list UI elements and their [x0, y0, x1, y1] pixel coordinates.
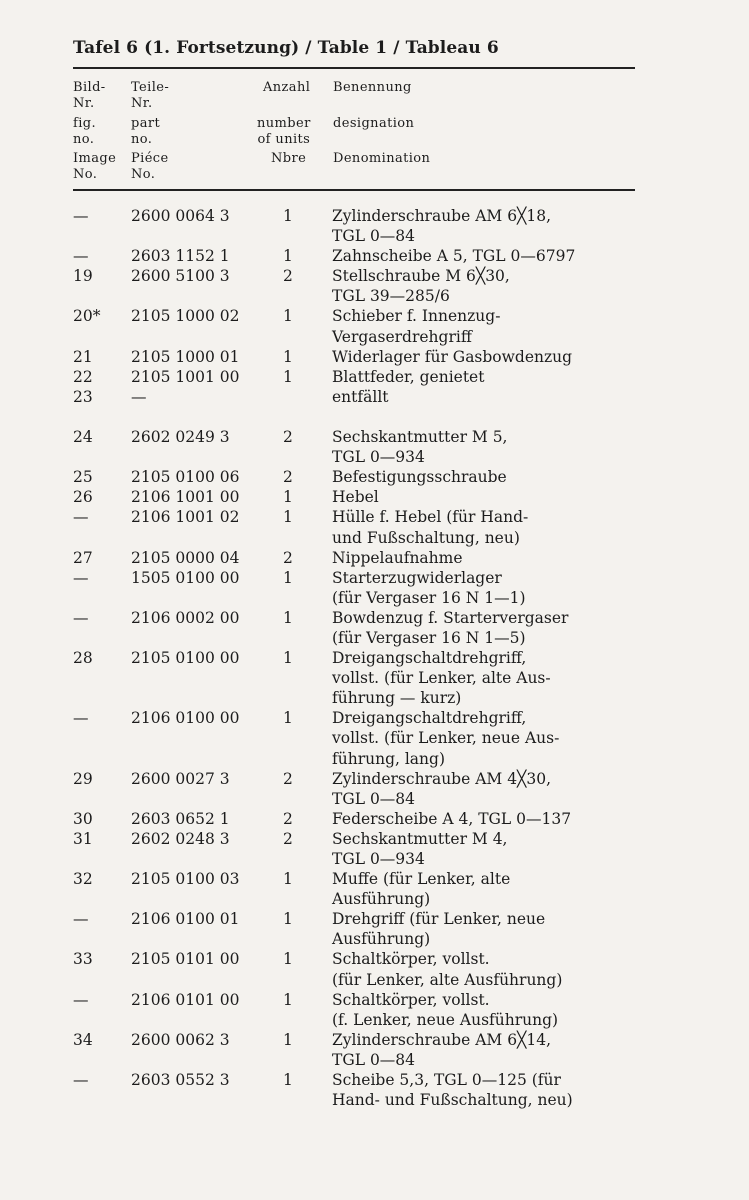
designation: Dreigangschaltdrehgriff, [332, 709, 527, 728]
table-row [0, 869, 749, 889]
table-row [0, 266, 749, 286]
table-row [0, 487, 749, 507]
designation: (für Vergaser 16 N 1—1) [332, 588, 526, 607]
quantity: 1 [283, 367, 293, 386]
table-row [0, 849, 749, 869]
row-spacer [0, 407, 749, 427]
designation: Scheibe 5,3, TGL 0—125 (für [332, 1071, 561, 1090]
header-fig-fr: Image No. [73, 151, 117, 182]
designation: (für Vergaser 16 N 1—5) [332, 628, 526, 647]
quantity: 2 [283, 548, 293, 567]
fig-number: 22 [73, 367, 93, 386]
quantity: 1 [283, 649, 293, 668]
designation: Hand- und Fußschaltung, neu) [332, 1091, 573, 1110]
fig-number: 24 [73, 428, 93, 447]
designation: TGL 0—934 [332, 850, 425, 868]
table-row [0, 789, 749, 809]
designation: vollst. (für Lenker, alte Aus- [332, 669, 551, 688]
designation: führung — kurz) [332, 689, 462, 708]
designation: vollst. (für Lenker, neue Aus- [332, 729, 560, 748]
quantity: 1 [283, 568, 293, 587]
designation: Starterzugwiderlager [332, 568, 502, 587]
table-row [0, 809, 749, 829]
table-row [0, 1090, 749, 1110]
designation: Sechskantmutter M 4, [332, 829, 508, 848]
part-number: 2600 5100 3 [131, 267, 230, 286]
designation: Muffe (für Lenker, alte [332, 870, 511, 889]
header-qty-fr: Nbre [271, 151, 307, 166]
part-number: 2602 0248 3 [131, 829, 230, 848]
fig-number: 25 [73, 468, 93, 487]
page-title: Tafel 6 (1. Fortsetzung) / Table 1 / Tableau 6 [73, 38, 499, 58]
quantity: 1 [283, 910, 293, 929]
quantity: 1 [283, 347, 293, 366]
fig-number: — [73, 508, 89, 527]
fig-number: 27 [73, 548, 93, 567]
quantity: 2 [283, 769, 293, 788]
table-row [0, 568, 749, 588]
part-number: 2105 0100 06 [131, 468, 240, 487]
fig-number: 29 [73, 769, 93, 788]
table-row [0, 708, 749, 728]
designation: Zylinderschraube AM 6╳18, [332, 207, 552, 225]
designation: Zahnscheibe A 5, TGL 0—6797 [332, 247, 576, 266]
table-row [0, 829, 749, 849]
designation: Dreigangschaltdrehgriff, [332, 649, 527, 668]
part-number: 2105 0100 03 [131, 870, 240, 889]
designation: Schieber f. Innenzug- [332, 307, 501, 326]
table-row [0, 427, 749, 447]
fig-number: 28 [73, 649, 93, 668]
designation: Schaltkörper, vollst. [332, 950, 490, 969]
table-row [0, 608, 749, 628]
table-row [0, 769, 749, 789]
header-qty-de: Anzahl [263, 80, 311, 95]
fig-number: 32 [73, 870, 93, 889]
table-row [0, 628, 749, 648]
quantity: 1 [283, 1030, 293, 1049]
part-number: 2106 0100 00 [131, 709, 240, 728]
quantity: 1 [283, 950, 293, 969]
designation: Federscheibe A 4, TGL 0—137 [332, 809, 572, 828]
table-row [0, 548, 749, 568]
header-desc-en: designation [333, 116, 415, 131]
part-number: 2603 0652 1 [131, 809, 230, 828]
part-number: 2602 0249 3 [131, 428, 230, 447]
quantity: 1 [283, 307, 293, 326]
header-desc-fr: Denomination [333, 151, 431, 166]
quantity: 2 [283, 809, 293, 828]
part-number: 2600 0064 3 [131, 207, 230, 225]
designation: Befestigungsschraube [332, 468, 507, 487]
table-row [0, 909, 749, 929]
fig-number: — [73, 207, 89, 225]
table-row [0, 1030, 749, 1050]
designation: TGL 39—285/6 [332, 287, 450, 306]
quantity: 1 [283, 488, 293, 507]
designation: Schaltkörper, vollst. [332, 990, 490, 1009]
table-row [0, 648, 749, 668]
quantity: 1 [283, 608, 293, 627]
table-row [0, 990, 749, 1010]
designation: Widerlager für Gasbowdenzug [332, 347, 573, 366]
designation: und Fußschaltung, neu) [332, 528, 520, 547]
designation: Stellschraube M 6╳30, [332, 267, 510, 286]
part-number: 1505 0100 00 [131, 568, 240, 587]
fig-number: — [73, 247, 89, 266]
table-row [0, 367, 749, 387]
designation: TGL 0—84 [332, 789, 416, 808]
designation: Bowdenzug f. Startervergaser [332, 608, 569, 627]
table-row [0, 528, 749, 548]
quantity: 1 [283, 1071, 293, 1090]
designation: Vergaserdrehgriff [332, 327, 472, 346]
quantity: 1 [283, 870, 293, 889]
part-number: 2106 0101 00 [131, 990, 240, 1009]
table-row [0, 889, 749, 909]
top-rule [73, 67, 635, 69]
fig-number: — [73, 709, 89, 728]
designation: führung, lang) [332, 749, 446, 768]
designation: Nippelaufnahme [332, 548, 463, 567]
part-number: 2105 0100 00 [131, 649, 240, 668]
fig-number: 20* [73, 307, 101, 326]
table-row [0, 327, 749, 347]
parts-list [0, 206, 749, 1110]
table-row [0, 929, 749, 949]
part-number: 2105 1000 01 [131, 347, 240, 366]
designation: Hebel [332, 488, 379, 507]
header-desc-de: Benennung [333, 80, 412, 95]
table-row [0, 970, 749, 990]
table-row [0, 206, 749, 226]
table-row [0, 688, 749, 708]
part-number: 2105 0000 04 [131, 548, 240, 567]
quantity: 1 [283, 508, 293, 527]
designation: Sechskantmutter M 5, [332, 428, 508, 447]
table-row [0, 949, 749, 969]
fig-number: 19 [73, 267, 93, 286]
part-number: 2603 0552 3 [131, 1071, 230, 1090]
designation: (für Lenker, alte Ausführung) [332, 970, 563, 989]
quantity: 1 [283, 990, 293, 1009]
table-row [0, 447, 749, 467]
designation: Zylinderschraube AM 4╳30, [332, 769, 552, 788]
table-row [0, 1070, 749, 1090]
part-number: 2106 0100 01 [131, 910, 240, 929]
table-row [0, 507, 749, 527]
fig-number: 26 [73, 488, 93, 507]
header-fig-de: Bild- Nr. [73, 80, 106, 111]
quantity: 2 [283, 428, 293, 447]
table-row [0, 387, 749, 407]
table-row [0, 467, 749, 487]
table-row [0, 347, 749, 367]
fig-number: — [73, 568, 89, 587]
table-row [0, 226, 749, 246]
table-row [0, 286, 749, 306]
part-number: — [131, 387, 147, 406]
fig-number: 34 [73, 1030, 93, 1049]
table-row [0, 588, 749, 608]
fig-number: 31 [73, 829, 93, 848]
quantity: 1 [283, 207, 293, 225]
table-row [0, 728, 749, 748]
quantity: 1 [283, 247, 293, 266]
part-number: 2106 1001 02 [131, 508, 240, 527]
fig-number: — [73, 1071, 89, 1090]
header-fig-en: fig. no. [73, 116, 97, 147]
header-part-en: part no. [131, 116, 161, 147]
header-qty-en: number of units [257, 116, 311, 147]
designation: TGL 0—934 [332, 448, 425, 467]
header-part-fr: Piéce No. [131, 151, 169, 182]
designation: Zylinderschraube AM 6╳14, [332, 1030, 552, 1049]
designation: Ausführung) [332, 890, 431, 909]
fig-number: 23 [73, 387, 93, 406]
table-row [0, 749, 749, 769]
table-row [0, 668, 749, 688]
part-number: 2600 0062 3 [131, 1030, 230, 1049]
designation: (f. Lenker, neue Ausführung) [332, 1010, 559, 1029]
table-row [0, 1010, 749, 1030]
designation: Hülle f. Hebel (für Hand- [332, 508, 529, 527]
fig-number: 21 [73, 347, 93, 366]
quantity: 1 [283, 709, 293, 728]
table-row [0, 1050, 749, 1070]
part-number: 2105 1000 02 [131, 307, 240, 326]
quantity: 2 [283, 829, 293, 848]
part-number: 2106 0002 00 [131, 608, 240, 627]
table-row [0, 306, 749, 326]
fig-number: — [73, 990, 89, 1009]
fig-number: 30 [73, 809, 93, 828]
part-number: 2603 1152 1 [131, 247, 230, 266]
fig-number: 33 [73, 950, 93, 969]
designation: Blattfeder, genietet [332, 367, 485, 386]
quantity: 2 [283, 468, 293, 487]
header-part-de: Teile- Nr. [131, 80, 170, 111]
designation: Drehgriff (für Lenker, neue [332, 910, 546, 929]
fig-number: — [73, 608, 89, 627]
part-number: 2105 1001 00 [131, 367, 240, 386]
part-number: 2105 0101 00 [131, 950, 240, 969]
designation: Ausführung) [332, 930, 431, 949]
header-rule [73, 189, 635, 191]
part-number: 2600 0027 3 [131, 769, 230, 788]
designation: entfällt [332, 387, 389, 406]
part-number: 2106 1001 00 [131, 488, 240, 507]
designation: TGL 0—84 [332, 1050, 416, 1069]
quantity: 2 [283, 267, 293, 286]
table-row [0, 246, 749, 266]
fig-number: — [73, 910, 89, 929]
designation: TGL 0—84 [332, 227, 416, 246]
